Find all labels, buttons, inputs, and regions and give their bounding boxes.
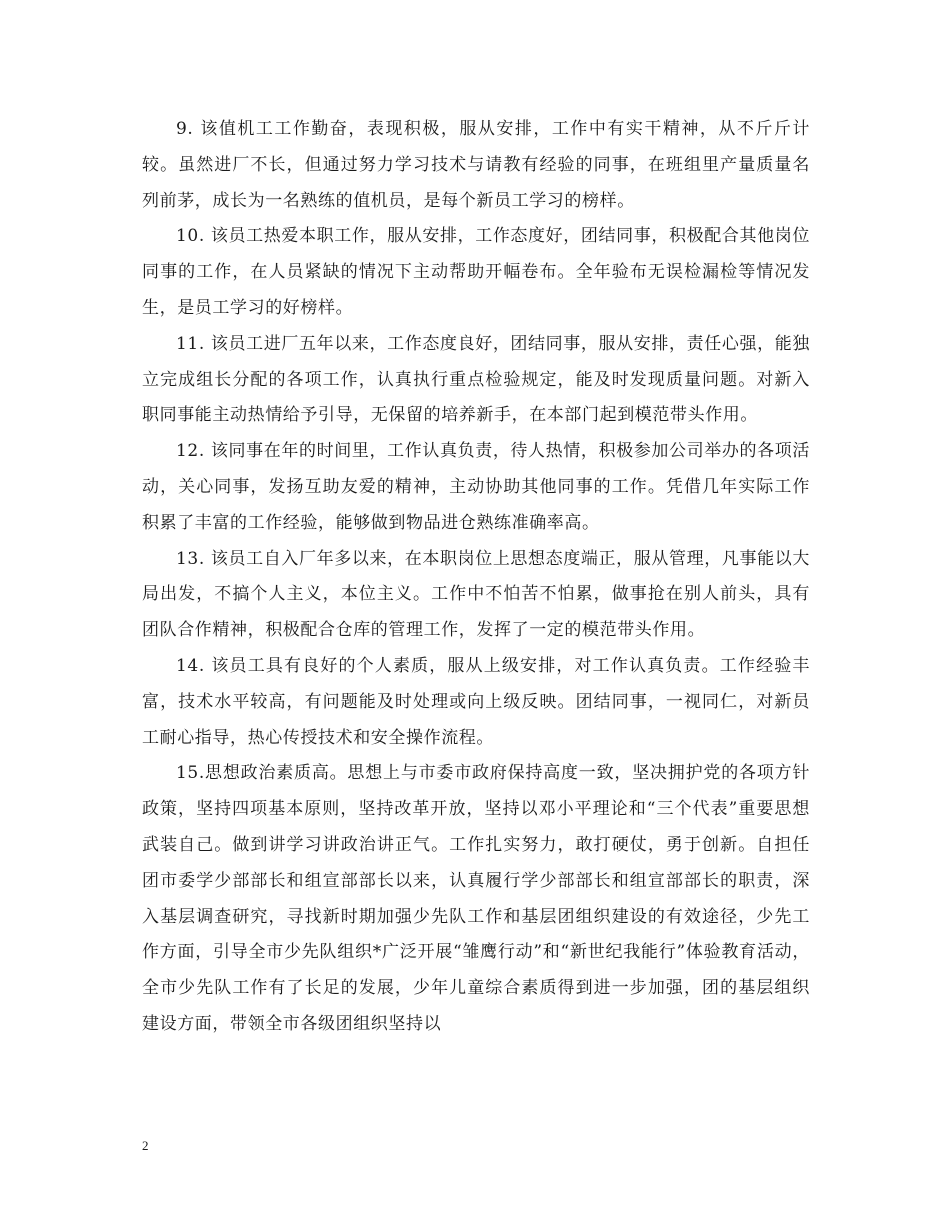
paragraph-10: 10. 该员工热爱本职工作，服从安排，工作态度好，团结同事，积极配合其他岗位同事的工作，在人员紧缺的情况下主动帮助开幅卷布。全年验布无误检漏检等情况发生，是员工学习的好榜样。: [142, 226, 810, 318]
paragraph-13: 13. 该员工自入厂年多以来，在本职岗位上思想态度端正，服从管理，凡事能以大局出发，不搞个人主义，本位主义。工作中不怕苦不怕累，做事抢在别人前头，具有团队合作精神，积极配合仓库的管理工作，发挥了一定的模范带头作用。: [142, 548, 810, 641]
paragraph-15: 15.思想政治素质高。思想上与市委市政府保持高度一致，坚决拥护党的各项方针政策，坚持四项基本原则，坚持改革开放，坚持以邓小平理论和“三个代表”重要思想武装自己。做到讲学习讲政治讲正气。工作扎实努力，敢打硬仗，勇于创新。自担任团市委学少部部长和组宣部部长以来，认真履行学少部部长和组宣部部长的职责，深入基层调查研究，寻找新时期加强少先队工作和基层团组织建设的有效途径，少先工作方面，引导全市少先队组织*广泛开展“雏鹰行动”和“新世纪我能行”体验教育活动，全市少先队工作有了长足的发展，少年儿童综合素质得到进一步加强，团的基层组织建设方面，带领全市各级团组织坚持以: [142, 763, 810, 1034]
paragraph-12: 12. 该同事在年的时间里，工作认真负责，待人热情，积极参加公司举办的各项活动，关心同事，发扬互助友爱的精神，主动协助其他同事的工作。凭借几年实际工作积累了丰富的工作经验，能够做到物品进仓熟练准确率高。: [142, 441, 810, 533]
page-number: 2: [142, 1138, 149, 1153]
paragraph-11: 11. 该员工进厂五年以来，工作态度良好，团结同事，服从安排，责任心强，能独立完成组长分配的各项工作，认真执行重点检验规定，能及时发现质量问题。对新入职同事能主动热情给予引导，无保留的培养新手，在本部门起到模范带头作用。: [142, 333, 810, 426]
paragraph-14: 14. 该员工具有良好的个人素质，服从上级安排，对工作认真负责。工作经验丰富，技术水平较高，有问题能及时处理或向上级反映。团结同事，一视同仁，对新员工耐心指导，热心传授技术和安全操作流程。: [142, 655, 810, 748]
document-body: [142, 112, 810, 1043]
paragraph-9: 9. 该值机工工作勤奋，表现积极，服从安排，工作中有实干精神，从不斤斤计较。虽然进厂不长，但通过努力学习技术与请教有经验的同事，在班组里产量质量名列前茅，成长为一名熟练的值机员，是每个新员工学习的榜样。: [142, 119, 810, 211]
